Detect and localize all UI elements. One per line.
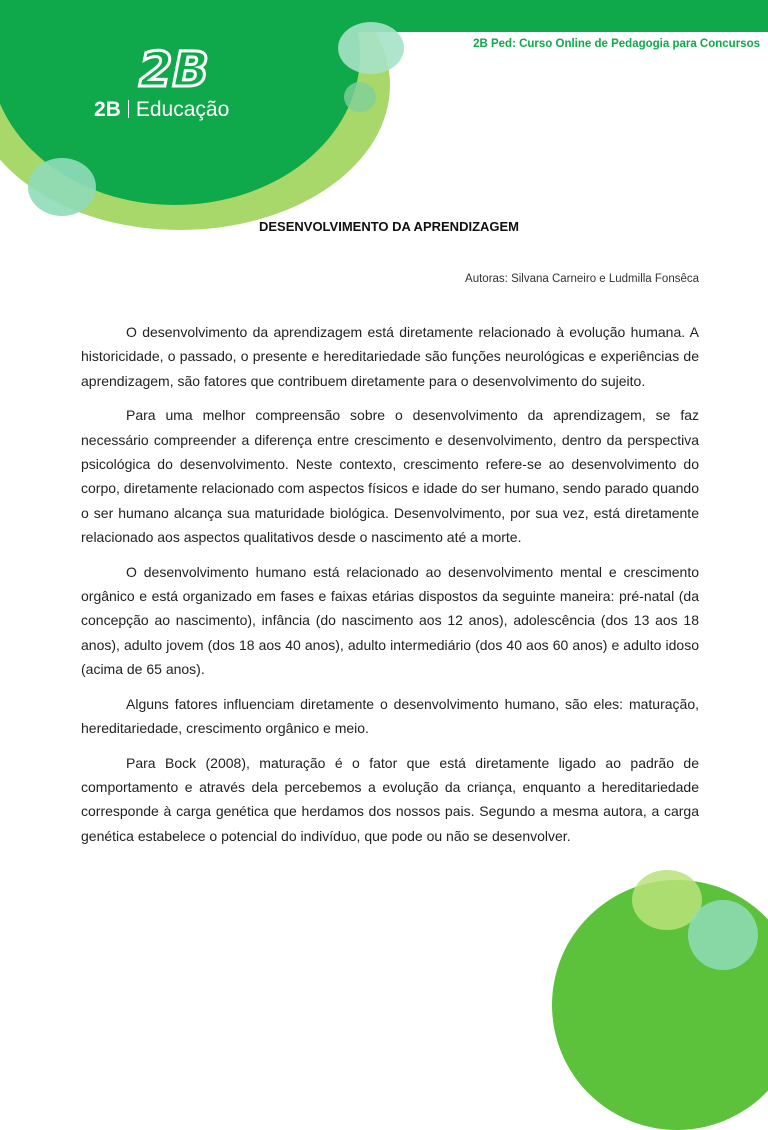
brand-logo-text: 2B bbox=[139, 42, 209, 96]
header-mint-bubble bbox=[338, 22, 404, 74]
document-title: DESENVOLVIMENTO DA APRENDIZAGEM bbox=[258, 219, 520, 234]
paragraph: Para Bock (2008), maturação é o fator que está diretamente ligado ao padrão de comportamento e através dela percebemos a evolução da criança, enquanto a hereditariedade corresponde à carga genética que herdamos dos nossos pais. Segundo a mesma autora, a carga genética estabelece o potencial do indivíduo, que pode ou não se desenvolver. bbox=[81, 754, 699, 844]
paragraph: O desenvolvimento da aprendizagem está diretamente relacionado à evolução humana. A historicidade, o passado, o presente e hereditariedade são funções neurológicas e experiências de aprendizagem, são fatores que contribuem diretamente para o desenvolvimento do sujeito. bbox=[81, 324, 699, 389]
paragraph: Para uma melhor compreensão sobre o desenvolvimento da aprendizagem, se faz necessário compreender a diferença entre crescimento e desenvolvimento, dentro da perspectiva psicológica do desenvolvimento. Neste contexto, crescimento refere-se ao desenvolvimento do corpo, diretamente relacionado com aspectos físicos e idade do ser humano, sendo parado quando o ser humano alcança sua maturidade biológica. Desenvolvimento, por sua vez, está diretamente relacionado aos aspectos qualitativos desde o nascimento até a morte. bbox=[81, 407, 699, 546]
paragraph: Alguns fatores influenciam diretamente o desenvolvimento humano, são eles: maturação, hereditariedade, crescimento orgânico e meio. bbox=[81, 695, 699, 737]
document-body bbox=[81, 320, 699, 858]
header-small-bubble bbox=[344, 82, 376, 112]
brand-name-bold: 2B bbox=[94, 98, 121, 121]
brand-separator bbox=[128, 100, 129, 118]
footer-mint-bubble bbox=[688, 900, 758, 970]
header-bottom-bubble bbox=[28, 158, 96, 216]
brand-name bbox=[94, 98, 229, 122]
header-tagline: 2B Ped: Curso Online de Pedagogia para Concursos bbox=[473, 38, 760, 50]
paragraph: O desenvolvimento humano está relacionado ao desenvolvimento mental e crescimento orgânico e está organizado em fases e faixas etárias dispostos da seguinte maneira: pré-natal (da concepção ao nascimento), infância (do nascimento aos 12 anos), adolescência (dos 13 aos 18 anos), adulto jovem (dos 18 aos 40 anos), adulto intermediário (dos 40 aos 60 anos) e adulto idoso (acima de 65 anos). bbox=[81, 563, 699, 678]
brand-logo bbox=[134, 36, 214, 96]
document-authors: Autoras: Silvana Carneiro e Ludmilla Fonsêca bbox=[465, 273, 699, 285]
brand-name-light: Educação bbox=[135, 98, 230, 121]
